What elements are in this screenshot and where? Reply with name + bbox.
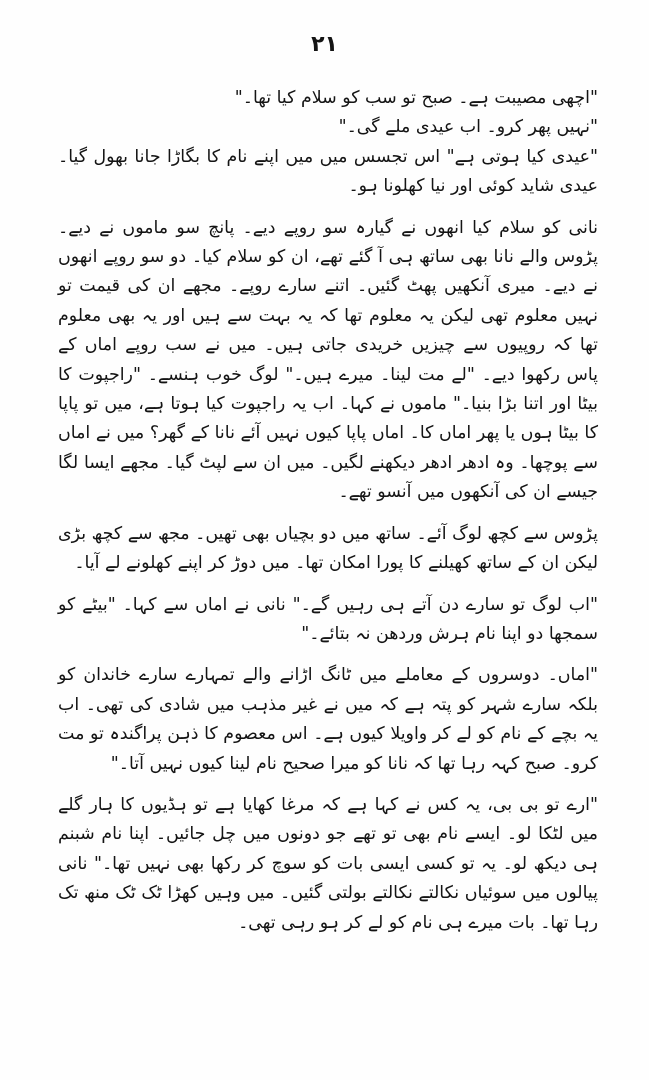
paragraph: "اچھی مصیبت ہے۔ صبح تو سب کو سلام کیا تھا۔" <box>234 88 598 108</box>
paragraph: "اب لوگ تو سارے دن آتے ہی رہیں گے۔" نانی نے اماں سے کہا۔ "بیٹے کو سمجھا دو اپنا نام ہرش وردھن نہ بتائے۔" <box>58 594 598 644</box>
paragraph: "نہیں پھر کرو۔ اب عیدی ملے گی۔" <box>338 117 598 138</box>
page-number: ٢١ <box>311 32 338 57</box>
paragraph: "اماں۔ دوسروں کے معاملے میں ٹانگ اڑانے والے تمہارے سارے خاندان کو بلکہ سارے شہر کو پتہ ہے کہ میں نے غیر مذہب میں شادی کی تھی۔ اب یہ بچے کے نام کو لے کر واویلا کیوں ہے۔ اس معصوم کا ذہن پراگندہ تو مت کرو۔ صبح کہہ رہا تھا کہ نانا کو میرا صحیح نام لینا کیوں نہیں آتا۔" <box>58 665 598 774</box>
page-body <box>58 84 598 938</box>
paragraph: نانی کو سلام کیا انھوں نے گیارہ سو روپے دیے۔ پانچ سو ماموں نے دیے۔ پڑوس والے نانا بھی ساتھ ہی آ گئے تھے، ان کو سلام کیا۔ دو سو روپے انھوں نے دیے۔ میری آنکھیں پھٹ گئیں۔ اتنے سارے روپے۔ مجھے ان کی قیمت تو نہیں معلوم تھی لیکن یہ معلوم تھا کہ یہ بہت سے ہیں اور یہ بھی معلوم تھا کہ روپیوں سے چیزیں خریدی جاتی ہیں۔ میں نے سب روپے اماں کے پاس رکھوا دیے۔ "لے مت لینا۔ میرے ہیں۔" لوگ خوب ہنسے۔ "راجپوت کا بیٹا اور اتنا بڑا بنیا۔" ماموں نے کہا۔ اب یہ راجپوت کیا ہوتا ہے، میں تو پاپا کا بیٹا ہوں یا پھر اماں کا۔ اماں پاپا کیوں نہیں آئے نانا کے گھر؟ میں نے اماں سے پوچھا۔ وہ ادھر ادھر دیکھنے لگیں۔ میں ان سے لپٹ گیا۔ مجھے ایسا لگا جیسے ان کی آنکھوں میں آنسو تھے۔ <box>58 217 598 503</box>
paragraph: "عیدی کیا ہوتی ہے" اس تجسس میں میں اپنے نام کا بگاڑا جانا بھول گیا۔ عیدی شاید کوئی اور نیا کھلونا ہو۔ <box>58 146 598 197</box>
paragraph: پڑوس سے کچھ لوگ آئے۔ ساتھ میں دو بچیاں بھی تھیں۔ مجھ سے کچھ بڑی لیکن ان کے ساتھ کھیلنے کا پورا امکان تھا۔ میں دوڑ کر اپنے کھلونے لے آیا۔ <box>58 523 598 574</box>
paragraph: "ارے تو بی بی، یہ کس نے کہا ہے کہ مرغا کھایا ہے تو ہڈیوں کا ہار گلے میں لٹکا لو۔ ایسے نام بھی تو تھے جو دونوں میں چل جائیں۔ اپنا نام شبنم ہی دیکھ لو۔ یہ تو کسی ایسی بات کو سوچ کر رکھا بھی نہیں تھا۔" نانی پیالوں میں سوئیاں نکالتے نکالتے بولتی گئیں۔ میں وہیں کھڑا ٹک ٹک منھ تک رہا تھا۔ بات میرے ہی نام کو لے کر ہو رہی تھی۔ <box>58 794 598 933</box>
